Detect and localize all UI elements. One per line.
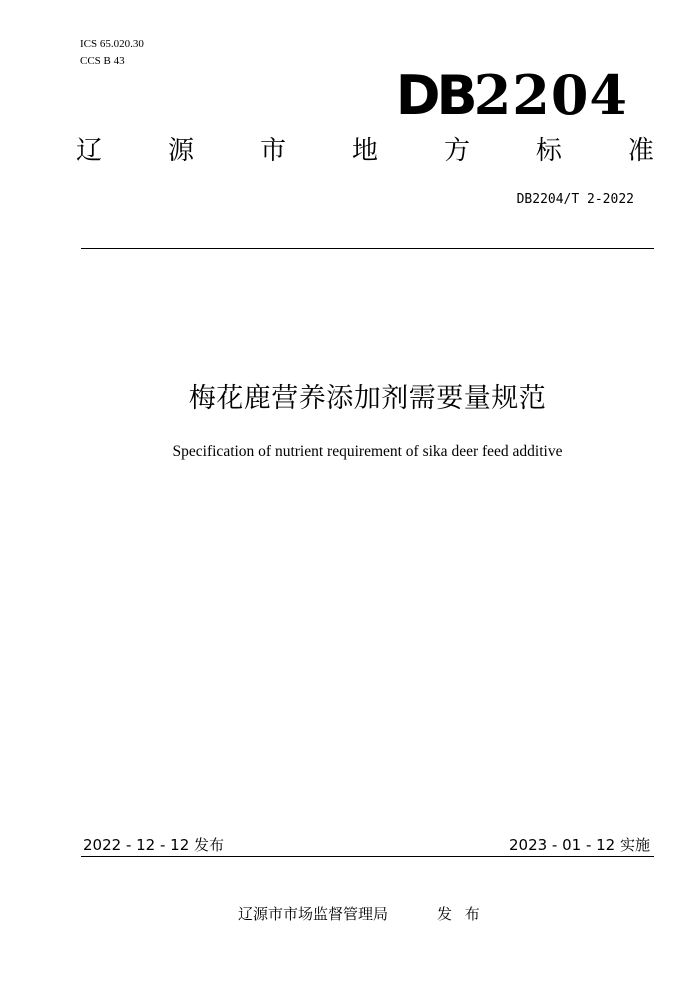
document-title-english: Specification of nutrient requirement of sika deer feed additive (172, 443, 563, 460)
implementation-date: 2023 - 01 - 12 实施 (508, 836, 650, 854)
standard-type-char: 地 (351, 136, 378, 166)
standard-type-char: 市 (259, 136, 286, 166)
db-logo-prefix: DB (395, 64, 474, 127)
bottom-divider (81, 856, 654, 857)
ics-code: ICS 65.020.30 (80, 38, 144, 50)
db-logo-number: 2204 (473, 63, 628, 127)
standard-type-char: 源 (167, 136, 194, 166)
db-logo (395, 63, 628, 127)
publish-label: 发 布 (437, 905, 484, 923)
issue-date: 2022 - 12 - 12 发布 (83, 836, 225, 854)
standard-type-char: 标 (535, 136, 562, 166)
standard-type-char: 辽 (76, 136, 103, 166)
top-divider (81, 248, 654, 249)
publisher-name: 辽源市市场监督管理局 (238, 905, 389, 923)
standard-type-char: 方 (443, 136, 470, 166)
document-title-chinese: 梅花鹿营养添加剂需要量规范 (188, 383, 547, 414)
standard-code: DB2204/T 2-2022 (516, 192, 634, 207)
ccs-code: CCS B 43 (80, 55, 125, 67)
standard-type-char: 准 (627, 136, 654, 166)
standard-type-heading (76, 134, 654, 168)
